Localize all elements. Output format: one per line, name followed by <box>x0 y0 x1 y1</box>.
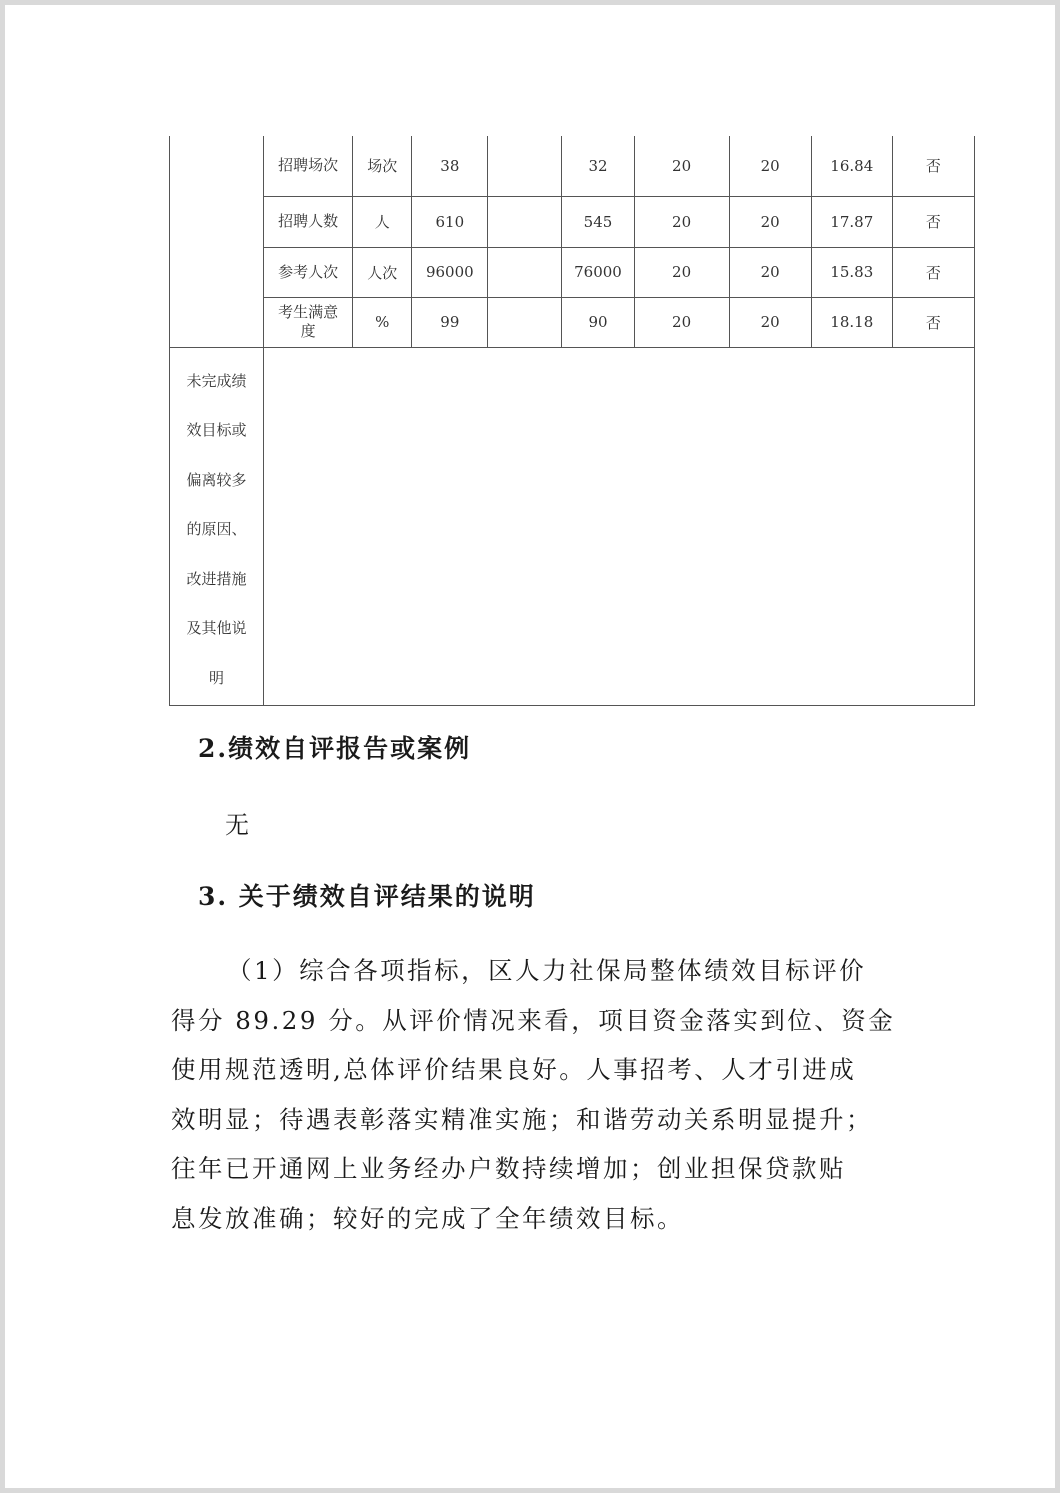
paragraph-line: 效明显；待遇表彰落实精准实施；和谐劳动关系明显提升； <box>171 1104 873 1134</box>
table-row <box>170 247 975 297</box>
annual-target: 96000 <box>412 247 488 297</box>
blank-cell <box>488 297 562 347</box>
indicator-category-cell <box>170 136 264 347</box>
notes-label <box>170 348 263 706</box>
score-value: 20 <box>729 136 811 196</box>
weight-value: 20 <box>634 297 729 347</box>
annual-target: 99 <box>412 297 488 347</box>
indicator-name: 招聘人数 <box>264 196 353 247</box>
indicator-name: 参考人次 <box>264 247 353 297</box>
flag-value: 否 <box>892 247 974 297</box>
actual-value: 90 <box>562 297 634 347</box>
notes-content-cell <box>264 347 975 706</box>
table-row <box>170 196 975 247</box>
score-value: 20 <box>729 247 811 297</box>
notes-label-cell <box>170 347 264 706</box>
weight-value: 20 <box>634 196 729 247</box>
table-row-notes <box>170 347 975 706</box>
indicator-unit: 场次 <box>353 136 412 196</box>
actual-value: 32 <box>562 136 634 196</box>
indicator-name: 考生满意度 <box>264 297 353 347</box>
score-value: 20 <box>729 297 811 347</box>
indicator-unit: % <box>353 297 412 347</box>
deviation-value: 16.84 <box>811 136 892 196</box>
actual-value: 76000 <box>562 247 634 297</box>
flag-value: 否 <box>892 297 974 347</box>
actual-value: 545 <box>562 196 634 247</box>
notes-label-line: 及其他说 <box>186 619 247 637</box>
blank-cell <box>488 136 562 196</box>
table-row <box>170 297 975 347</box>
paragraph-line: 得分 89.29 分。从评价情况来看，项目资金落实到位、资金 <box>171 1005 896 1035</box>
section-2-heading: 2.绩效自评报告或案例 <box>198 734 472 763</box>
paragraph-line: （1）综合各项指标，区人力社保局整体绩效目标评价 <box>227 956 867 985</box>
deviation-value: 17.87 <box>811 196 892 247</box>
notes-label-line: 明 <box>209 668 225 687</box>
notes-label-line: 的原因、 <box>186 520 247 538</box>
indicator-unit: 人次 <box>353 247 412 297</box>
notes-label-line: 改进措施 <box>186 569 247 588</box>
blank-cell <box>488 247 562 297</box>
indicator-name: 招聘场次 <box>264 136 353 196</box>
deviation-value: 18.18 <box>811 297 892 347</box>
paragraph-line: 往年已开通网上业务经办户数持续增加；创业担保贷款贴 <box>171 1154 846 1184</box>
deviation-value: 15.83 <box>811 247 892 297</box>
blank-cell <box>488 196 562 247</box>
weight-value: 20 <box>634 136 729 196</box>
annual-target: 38 <box>412 136 488 196</box>
table-row <box>170 136 975 196</box>
flag-value: 否 <box>892 136 974 196</box>
notes-label-line: 效目标或 <box>186 421 247 439</box>
paragraph-line: 使用规范透明,总体评价结果良好。人事招考、人才引进成 <box>171 1055 857 1085</box>
document-page <box>5 5 1055 1488</box>
score-value: 20 <box>729 196 811 247</box>
notes-label-line: 偏离较多 <box>186 470 247 489</box>
section-3-paragraph <box>171 946 931 1244</box>
annual-target: 610 <box>412 196 488 247</box>
flag-value: 否 <box>892 196 974 247</box>
indicator-unit: 人 <box>353 196 412 247</box>
section-2-body: 无 <box>225 811 249 839</box>
weight-value: 20 <box>634 247 729 297</box>
performance-table <box>169 136 975 706</box>
paragraph-line: 息发放准确；较好的完成了全年绩效目标。 <box>171 1203 684 1233</box>
notes-label-line: 未完成绩 <box>186 371 247 390</box>
section-3-heading: 3. 关于绩效自评结果的说明 <box>198 882 536 911</box>
